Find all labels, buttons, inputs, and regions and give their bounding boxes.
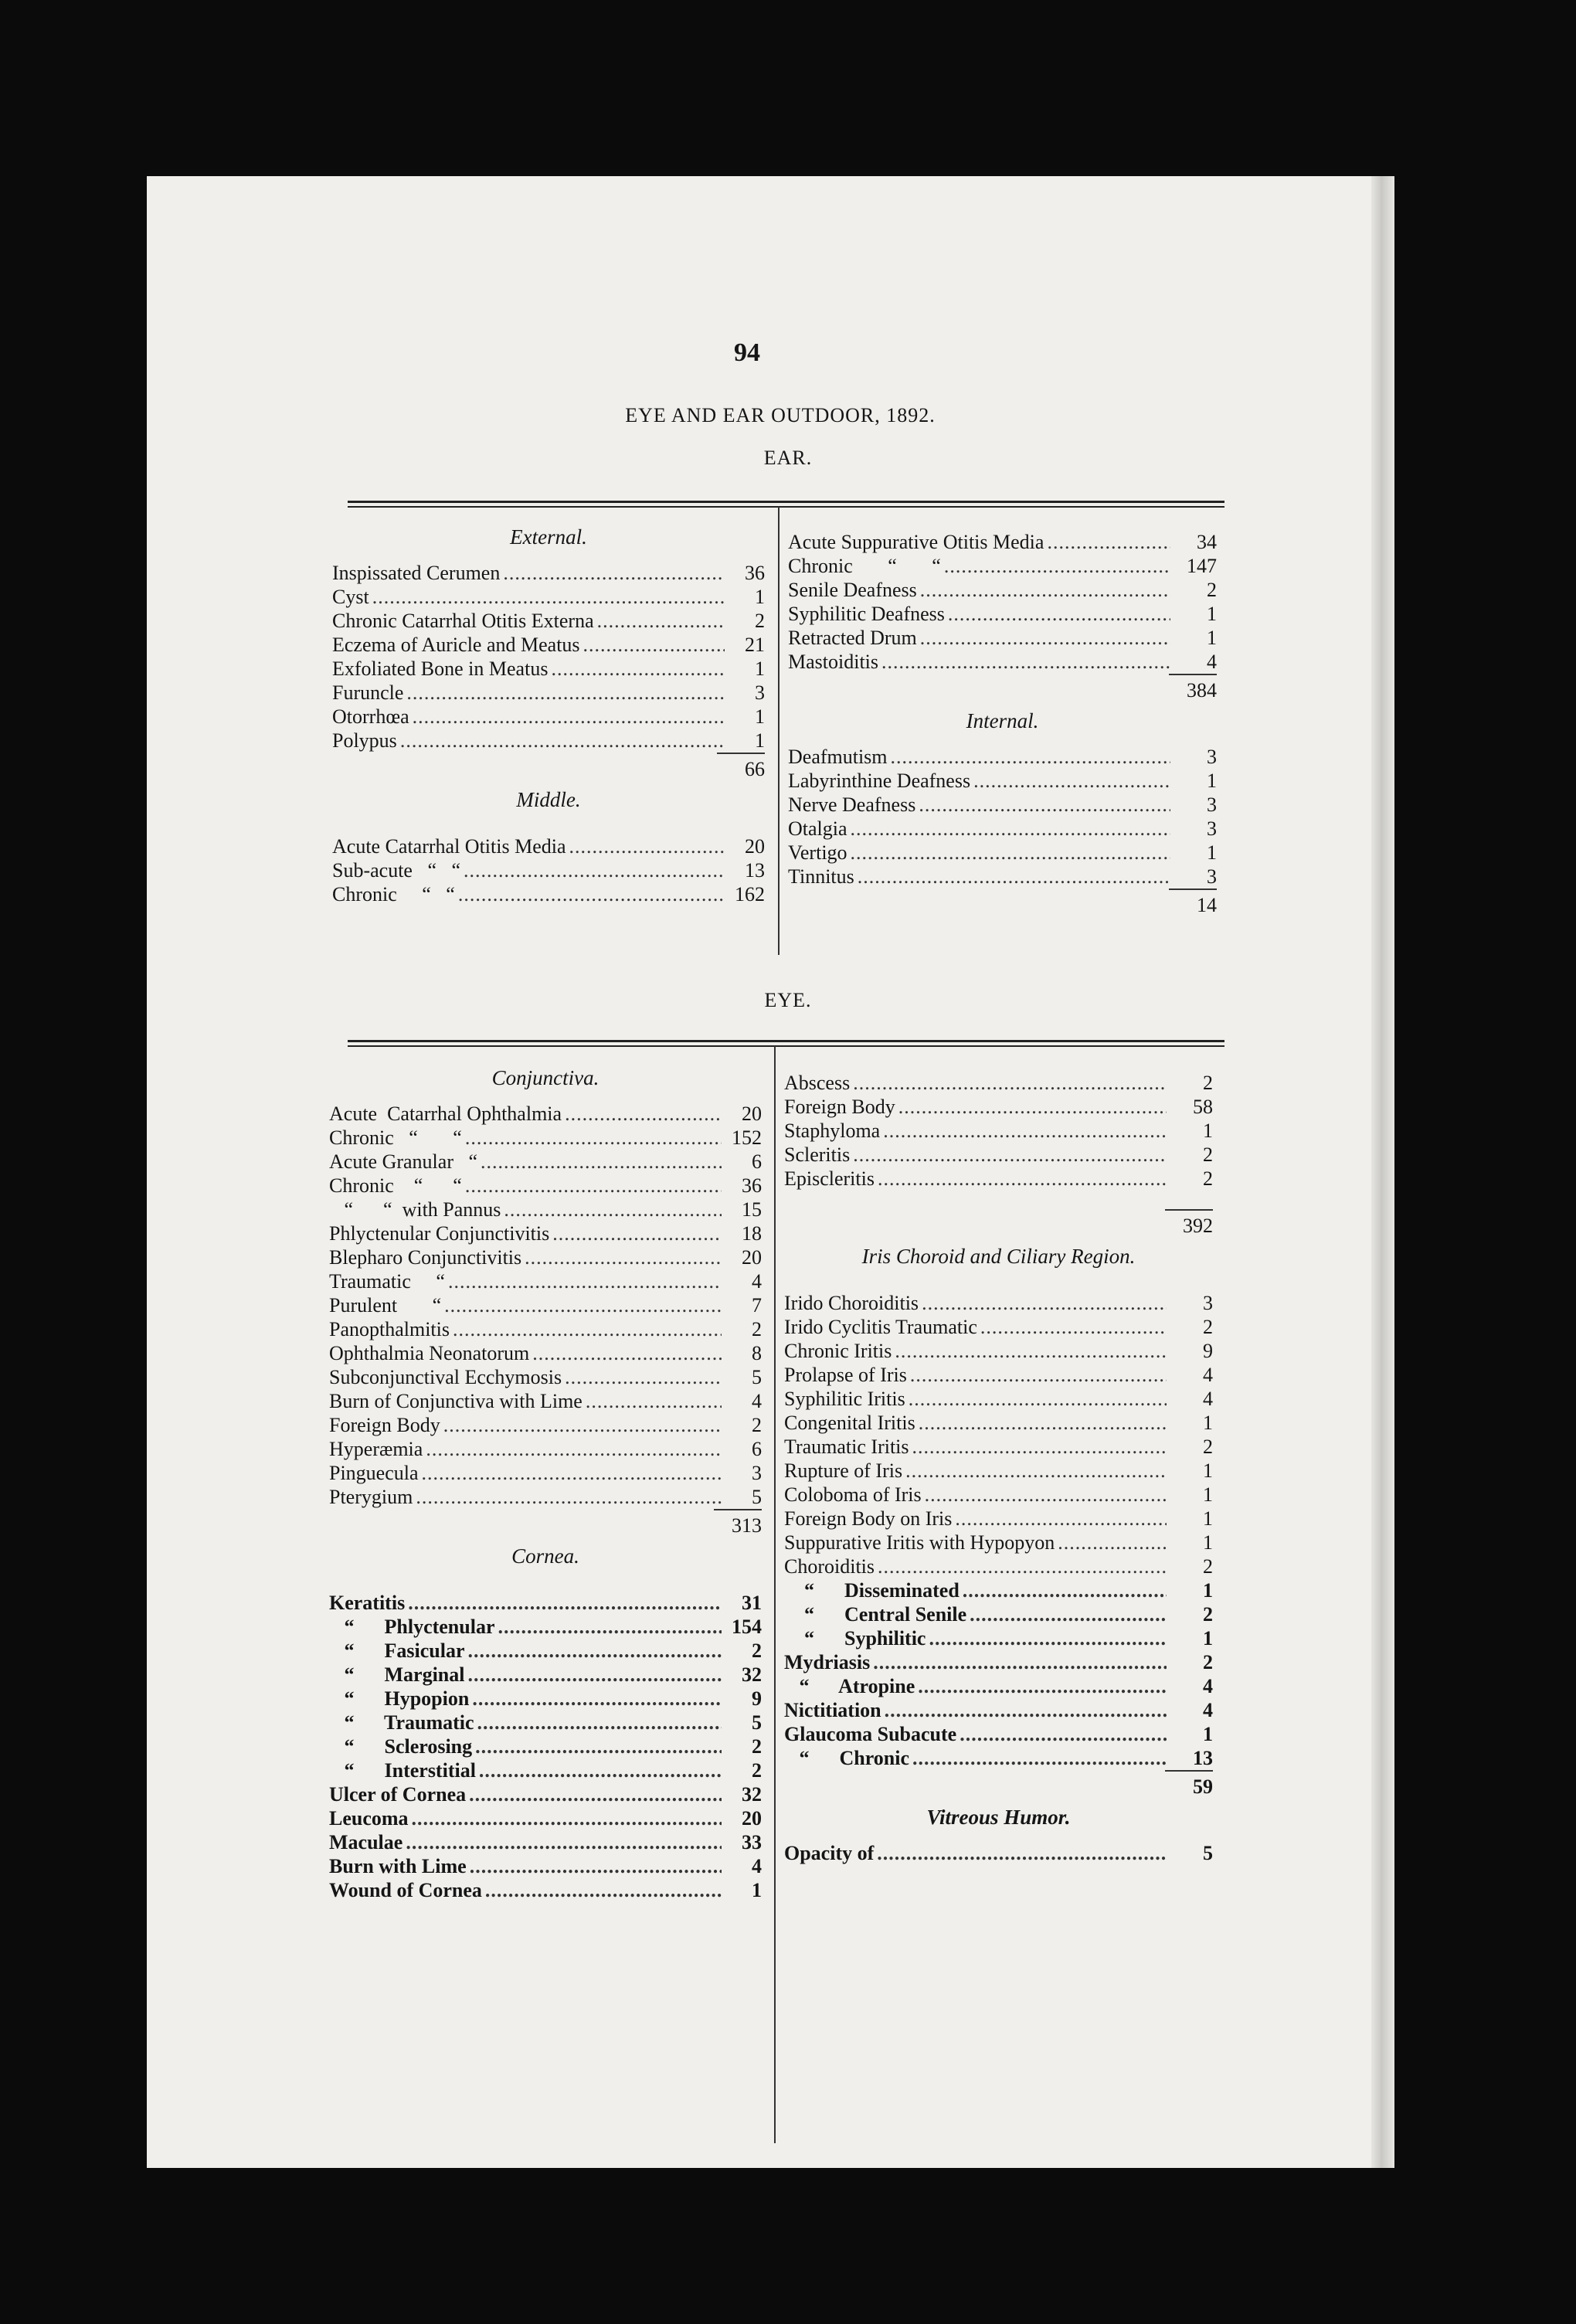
ear-column-divider	[778, 507, 780, 955]
table-row: Chronic “ “ ..... 152	[329, 1126, 762, 1150]
scanned-page	[147, 176, 1394, 2168]
table-row: Retracted Drum ..... 1	[788, 626, 1217, 650]
table-row: Chronic Iritis ..... 9	[784, 1339, 1213, 1363]
table-row: Traumatic Iritis ..... 2	[784, 1435, 1213, 1459]
table-row: Mydriasis ..... 2	[784, 1650, 1213, 1674]
table-row: Congenital Iritis ..... 1	[784, 1411, 1213, 1435]
internal-total: 14	[788, 888, 1217, 922]
table-row: Pterygium ..... 5	[329, 1485, 762, 1509]
table-row: Choroiditis ..... 2	[784, 1554, 1213, 1578]
external-heading: External.	[510, 525, 587, 549]
table-row: Mastoiditis ..... 4	[788, 650, 1217, 674]
table-row: Pinguecula ..... 3	[329, 1461, 762, 1485]
conjunctiva-total: 313	[329, 1509, 762, 1543]
table-row: Chronic “ “ ..... 36	[329, 1174, 762, 1198]
table-row: Senile Deafness ..... 2	[788, 578, 1217, 602]
eye-right-column	[784, 1071, 1213, 1865]
table-row: Wound of Cornea ..... 1	[329, 1878, 762, 1902]
table-row: Acute Catarrhal Otitis Media ..... 20	[332, 834, 765, 858]
table-row: Deafmutism ..... 3	[788, 745, 1217, 769]
table-row: Otorrhœa ..... 1	[332, 705, 765, 729]
eye-left-column	[329, 1065, 762, 1902]
table-row: Syphilitic Deafness ..... 1	[788, 602, 1217, 626]
table-row: Inspissated Cerumen ..... 36	[332, 561, 765, 585]
table-row: “ Traumatic ..... 5	[329, 1711, 762, 1735]
table-row: “ Interstitial ..... 2	[329, 1758, 762, 1782]
table-row: Foreign Body ..... 2	[329, 1413, 762, 1437]
ear-right-total: 384	[788, 674, 1217, 708]
table-row: Tinnitus ..... 3	[788, 865, 1217, 888]
table-row: Phlyctenular Conjunctivitis ..... 18	[329, 1221, 762, 1245]
table-row: Labyrinthine Deafness ..... 1	[788, 769, 1217, 793]
ear-left-column	[332, 524, 765, 906]
table-row: Chronic Catarrhal Otitis Externa ..... 2	[332, 609, 765, 633]
table-row: Staphyloma ..... 1	[784, 1119, 1213, 1143]
table-row: Acute Suppurative Otitis Media ..... 34	[788, 530, 1217, 554]
table-row: Burn of Conjunctiva with Lime ..... 4	[329, 1389, 762, 1413]
table-row: Exfoliated Bone in Meatus ..... 1	[332, 657, 765, 681]
vitreous-heading: Vitreous Humor.	[926, 1806, 1071, 1829]
table-row: Foreign Body ..... 58	[784, 1095, 1213, 1119]
iris-heading: Iris Choroid and Ciliary Region.	[861, 1245, 1136, 1268]
ear-section-heading: EAR.	[763, 447, 813, 469]
table-row: Ulcer of Cornea ..... 32	[329, 1782, 762, 1806]
eye-section-heading: EYE.	[764, 989, 812, 1011]
table-row: “ Chronic ..... 13	[784, 1746, 1213, 1770]
table-row: Syphilitic Iritis ..... 4	[784, 1387, 1213, 1411]
page-number: 94	[734, 338, 760, 367]
table-row: Opacity of ..... 5	[784, 1841, 1213, 1865]
iris-total: 59	[784, 1770, 1213, 1804]
page-title: EYE AND EAR OUTDOOR, 1892.	[625, 404, 936, 426]
table-row: Episcleritis ..... 2	[784, 1167, 1213, 1191]
table-row: “ “ with Pannus ..... 15	[329, 1198, 762, 1221]
table-row: Burn with Lime ..... 4	[329, 1854, 762, 1878]
table-row: “ Central Senile ..... 2	[784, 1602, 1213, 1626]
table-row: “ Marginal ..... 32	[329, 1663, 762, 1687]
table-row: Irido Choroiditis ..... 3	[784, 1291, 1213, 1315]
table-row: Cyst ..... 1	[332, 585, 765, 609]
table-row: Nerve Deafness ..... 3	[788, 793, 1217, 817]
conjunctiva-heading: Conjunctiva.	[491, 1066, 599, 1089]
table-row: Purulent “ ..... 7	[329, 1293, 762, 1317]
table-row: Chronic “ “ ..... 162	[332, 882, 765, 906]
table-row: Vertigo ..... 1	[788, 841, 1217, 865]
table-row: Nictitiation ..... 4	[784, 1698, 1213, 1722]
table-row: “ Disseminated ..... 1	[784, 1578, 1213, 1602]
table-row: Panopthalmitis ..... 2	[329, 1317, 762, 1341]
table-row: Prolapse of Iris ..... 4	[784, 1363, 1213, 1387]
table-row: Foreign Body on Iris ..... 1	[784, 1507, 1213, 1531]
table-row: Polypus ..... 1	[332, 729, 765, 753]
internal-heading: Internal.	[966, 709, 1039, 732]
ear-double-rule	[348, 501, 1224, 508]
table-row: Leucoma ..... 20	[329, 1806, 762, 1830]
table-row: “ Hypopion ..... 9	[329, 1687, 762, 1711]
table-row: Subconjunctival Ecchymosis ..... 5	[329, 1365, 762, 1389]
table-row: Blepharo Conjunctivitis ..... 20	[329, 1245, 762, 1269]
table-row: Hyperæmia ..... 6	[329, 1437, 762, 1461]
table-row: “ Syphilitic ..... 1	[784, 1626, 1213, 1650]
table-row: Acute Granular “ ..... 6	[329, 1150, 762, 1174]
table-row: “ Fasicular ..... 2	[329, 1639, 762, 1663]
table-row: Glaucoma Subacute ..... 1	[784, 1722, 1213, 1746]
eye-right-total: 392	[784, 1209, 1213, 1243]
table-row: Furuncle ..... 3	[332, 681, 765, 705]
page-gutter	[1371, 176, 1394, 2168]
table-row: “ Phlyctenular ..... 154	[329, 1615, 762, 1639]
middle-heading: Middle.	[516, 788, 581, 811]
table-row: Suppurative Iritis with Hypopyon ..... 1	[784, 1531, 1213, 1554]
cornea-heading: Cornea.	[511, 1544, 579, 1568]
table-row: Keratitis ..... 31	[329, 1591, 762, 1615]
table-row: Scleritis ..... 2	[784, 1143, 1213, 1167]
eye-column-divider	[774, 1046, 776, 2143]
table-row: “ Atropine ..... 4	[784, 1674, 1213, 1698]
table-row: Maculae ..... 33	[329, 1830, 762, 1854]
table-row: Coloboma of Iris ..... 1	[784, 1483, 1213, 1507]
table-row: Rupture of Iris ..... 1	[784, 1459, 1213, 1483]
table-row: Irido Cyclitis Traumatic ..... 2	[784, 1315, 1213, 1339]
table-row: “ Sclerosing ..... 2	[329, 1735, 762, 1758]
table-row: Ophthalmia Neonatorum ..... 8	[329, 1341, 762, 1365]
table-row: Traumatic “ ..... 4	[329, 1269, 762, 1293]
table-row: Eczema of Auricle and Meatus ..... 21	[332, 633, 765, 657]
external-total: 66	[332, 753, 765, 787]
external-rows	[332, 561, 765, 753]
table-row: Acute Catarrhal Ophthalmia ..... 20	[329, 1102, 762, 1126]
table-row: Sub-acute “ “ ..... 13	[332, 858, 765, 882]
table-row: Chronic “ “ ..... 147	[788, 554, 1217, 578]
table-row: Abscess ..... 2	[784, 1071, 1213, 1095]
eye-double-rule	[348, 1040, 1224, 1047]
table-row: Otalgia ..... 3	[788, 817, 1217, 841]
ear-right-column	[788, 530, 1217, 922]
